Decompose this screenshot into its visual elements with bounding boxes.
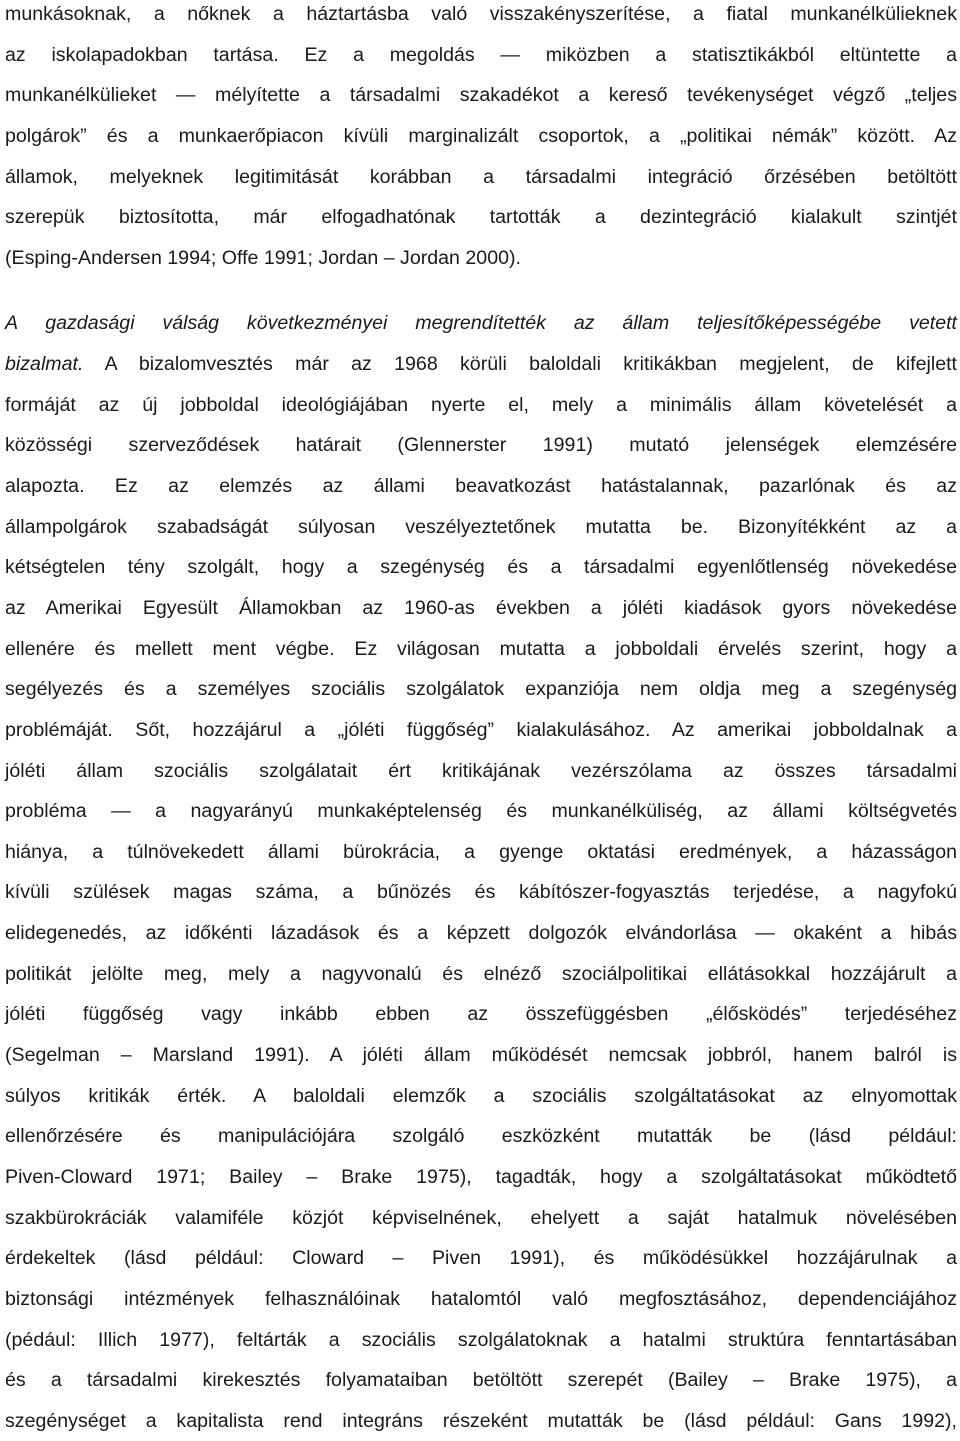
text-line: politikát jelölte meg, mely a nagyvonalú és elnéző szociálpolitikai ellátásokkal hozzájárult a [5, 962, 957, 985]
text-line: állampolgárok szabadságát súlyosan veszélyeztetőnek mutatta be. Bizonyítékként az a [5, 515, 957, 538]
text-line: munkásoknak, a nőknek a háztartásba való visszakényszerítése, a fiatal munkanélkülieknek [5, 3, 957, 25]
text-line: az iskolapadokban tartása. Ez a megoldás — miközben a statisztikákból eltüntette a [5, 43, 957, 66]
text-line: kívüli szülések magas száma, a bűnözés és kábítószer-fogyasztás terjedése, a nagyfokú [5, 881, 957, 904]
text-line: szakbürokráciák valamiféle közjót képviselnének, ehelyett a saját hatalmuk növelésében [5, 1206, 957, 1229]
text-line: munkanélkülieket — mélyítette a társadalmi szakadékot a kereső tevékenységet végző „teljes [5, 84, 957, 107]
text-line: szegénységet a kapitalista rend integráns részeként mutatták be (lásd például: Gans 1992), [5, 1409, 957, 1432]
text-line: Piven-Cloward 1971; Bailey – Brake 1975), tagadták, hogy a szolgáltatásokat működtető [5, 1165, 957, 1188]
text-line: elidegenedés, az időkénti lázadások és a képzett dolgozók elvándorlása — okaként a hibás [5, 922, 957, 945]
text-fragment: A bizalomvesztés már az 1968 körüli baloldali kritikákban megjelent, de kifejlett [83, 353, 957, 376]
text-line: polgárok” és a munkaerőpiacon kívüli marginalizált csoportok, a „politikai némák” között. Az [5, 124, 957, 147]
text-line: segélyezés és a személyes szociális szolgálatok expanziója nem oldja meg a szegénység [5, 678, 957, 701]
text-line: formáját az új jobboldal ideológiájában nyerte el, mely a minimális állam követelését a [5, 393, 957, 416]
text-line: szerepük biztosította, már elfogadhatónak tartották a dezintegráció kialakult szintjét [5, 206, 957, 229]
paragraph-spacer [5, 278, 957, 303]
text-line: biztonsági intézmények felhasználóinak hatalomtól való megfosztásához, dependenciájához [5, 1287, 957, 1310]
text-line: érdekeltek (lásd például: Cloward – Piven 1991), és működésükkel hozzájárulnak a [5, 1247, 957, 1270]
italic-fragment: bizalmat. [5, 353, 84, 376]
text-line: hiánya, a túlnövekedett állami bürokrácia, a gyenge oktatási eredmények, a házasságon [5, 840, 957, 863]
text-line: problémáját. Sőt, hozzájárul a „jóléti függőség” kialakulásához. Az amerikai jobboldalnak a [5, 718, 957, 741]
text-line: (Segelman – Marsland 1991). A jóléti állam működését nemcsak jobbról, hanem balról is [5, 1044, 957, 1067]
italic-text-line: A gazdasági válság következményei megrendítették az állam teljesítőképességébe vetett [5, 312, 957, 335]
text-line: államok, melyeknek legitimitását korábban a társadalmi integráció őrzésében betöltött [5, 165, 957, 188]
text-line: (pédául: Illich 1977), feltárták a szociális szolgálatoknak a hatalmi struktúra fenntartásában [5, 1328, 957, 1351]
text-line: ellenőrzésére és manipulációjára szolgáló eszközként mutatták be (lásd például: [5, 1125, 957, 1148]
paragraph-2 [5, 303, 957, 1441]
text-line: kétségtelen tény szolgált, hogy a szegénység és a társadalmi egyenlőtlenség növekedése [5, 556, 957, 579]
text-line: jóléti függőség vagy inkább ebben az összefüggésben „élősködés” terjedéséhez [5, 1003, 957, 1026]
mixed-text-line [5, 344, 957, 385]
text-line: (Esping-Andersen 1994; Offe 1991; Jordan – Jordan 2000). [5, 246, 521, 269]
text-line: közösségi szerveződések határait (Glennerster 1991) mutató jelenségek elemzésére [5, 434, 957, 457]
paragraph-1 [5, 0, 957, 278]
text-line: az Amerikai Egyesült Államokban az 1960-as években a jóléti kiadások gyors növekedése [5, 596, 957, 619]
document-page [5, 0, 957, 1441]
text-line: súlyos kritikák érték. A baloldali elemzők a szociális szolgáltatásokat az elnyomottak [5, 1084, 957, 1107]
text-line: alapozta. Ez az elemzés az állami beavatkozást hatástalannak, pazarlónak és az [5, 475, 957, 498]
text-line: jóléti állam szociális szolgálatait ért kritikájának vezérszólama az összes társadalmi [5, 759, 957, 782]
text-line: ellenére és mellett ment végbe. Ez világosan mutatta a jobboldali érvelés szerint, hogy a [5, 637, 957, 660]
text-line: probléma — a nagyarányú munkaképtelenség és munkanélküliség, az állami költségvetés [5, 800, 957, 823]
text-line: és a társadalmi kirekesztés folyamataiban betöltött szerepét (Bailey – Brake 1975), a [5, 1369, 957, 1392]
